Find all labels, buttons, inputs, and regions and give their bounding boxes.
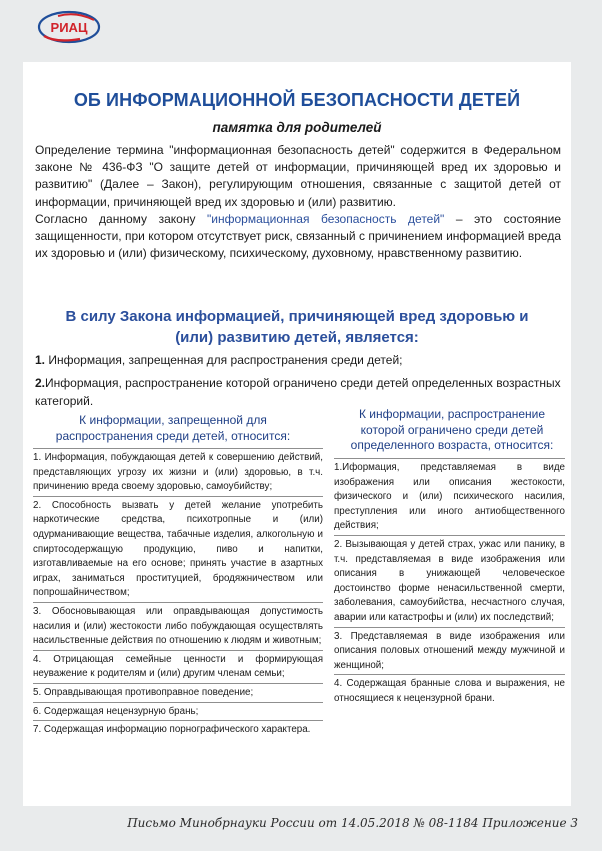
- list-item: 4. Содержащая бранные слова и выражения, не относящиеся к нецензурной брани.: [334, 678, 565, 704]
- list-item: 6. Содержащая нецензурную брань;: [33, 705, 199, 717]
- intro-paragraph-2: Согласно данному закону "информационная безопасность детей" – это состояние защищенности, при котором отсутствует риск, связанный с причинением информацией вреда их здоровью и (или) физическому, психическому, духовному, нравственному развитию.: [35, 211, 562, 261]
- list-item: 1. Информация, побуждающая детей к совершению действий, представляющих угрозу их жизни и (или) здоровью, в т.ч. причинению вреда своему здоровью, самоубийству;: [33, 452, 323, 493]
- point-item: 1. Информация, запрещенная для распространения среди детей;: [35, 353, 403, 367]
- memo-panel: [23, 62, 571, 806]
- list-item: 7. Содержащая информацию порнографического характера.: [33, 724, 311, 736]
- right-column-heading: К информации, распространение которой ограничено среди детей определенного возраста, относится:: [350, 407, 554, 452]
- list-item: 3. Обосновывающая или оправдывающая допустимость насилия и (или) жестокости либо побуждающая осуществлять насильственные действия по отношению к людям и животным;: [33, 605, 323, 647]
- law-heading: В силу Закона информацией, причиняющей вред здоровью и (или) развитию детей, является:: [65, 308, 529, 346]
- left-column-list: [33, 447, 323, 738]
- left-column-heading: К информации, запрещенной для распространения среди детей, относится:: [55, 413, 291, 443]
- intro-text: [35, 142, 561, 262]
- page-subtitle: памятка для родителей: [212, 120, 382, 135]
- point-item: 2.Информация, распространение которой ограничено среди детей определенных возрастных категорий.: [35, 376, 561, 408]
- logo-text: РИАЦ: [50, 20, 88, 35]
- list-item: 2. Вызывающая у детей страх, ужас или панику, в т.ч. представляемая в виде изображения или описания в унижающей человеческое достоинство форме ненасильственной смерти, заболевания, самоубийства, несчастного случая, аварии или катастрофы и (или) их последствий;: [334, 538, 565, 623]
- list-item: 4. Отрицающая семейные ценности и формирующая неуважение к родителям и (или) другим членам семьи;: [33, 653, 323, 680]
- right-column-list: [334, 457, 565, 707]
- footer-reference: Письмо Минобрнауки России от 14.05.2018 № 08-1184 Приложение 3: [127, 816, 578, 830]
- page-title: ОБ ИНФОРМАЦИОННОЙ БЕЗОПАСНОСТИ ДЕТЕЙ: [73, 90, 521, 110]
- intro-paragraph-1: Определение термина "информационная безопасность детей" содержится в Федеральном законе № 436-ФЗ "О защите детей от информации, причиняющей вред их здоровью и развитию" (Далее – Закон), регулирующим отношения, связанные с защитой детей от информации, причиняющей вред их здоровью и (или) развитию.: [35, 143, 561, 209]
- riac-logo: [36, 10, 102, 44]
- list-item: 1.Иформация, представляемая в виде изображения или описания жестокости, физического и (или) психического насилия, преступления или иного антиобщественного действия;: [334, 462, 565, 532]
- list-item: 5. Оправдывающая противоправное поведение;: [33, 686, 254, 698]
- list-item: 2. Способность вызвать у детей желание употребить наркотические средства, психотропные и (или) одурманивающие вещества, табачные изделия, алкогольную и спиртосодержащую продукцию, пиво и напитки, изготавливаемые на его основе; принять участие в азартных играх, заниматься проституцией, бродяжничеством или попрошайничеством;: [33, 499, 323, 599]
- list-item: 3. Представляемая в виде изображения или описания половых отношений между мужчиной и женщиной;: [334, 630, 565, 671]
- defined-term: "информационная безопасность детей": [207, 211, 445, 226]
